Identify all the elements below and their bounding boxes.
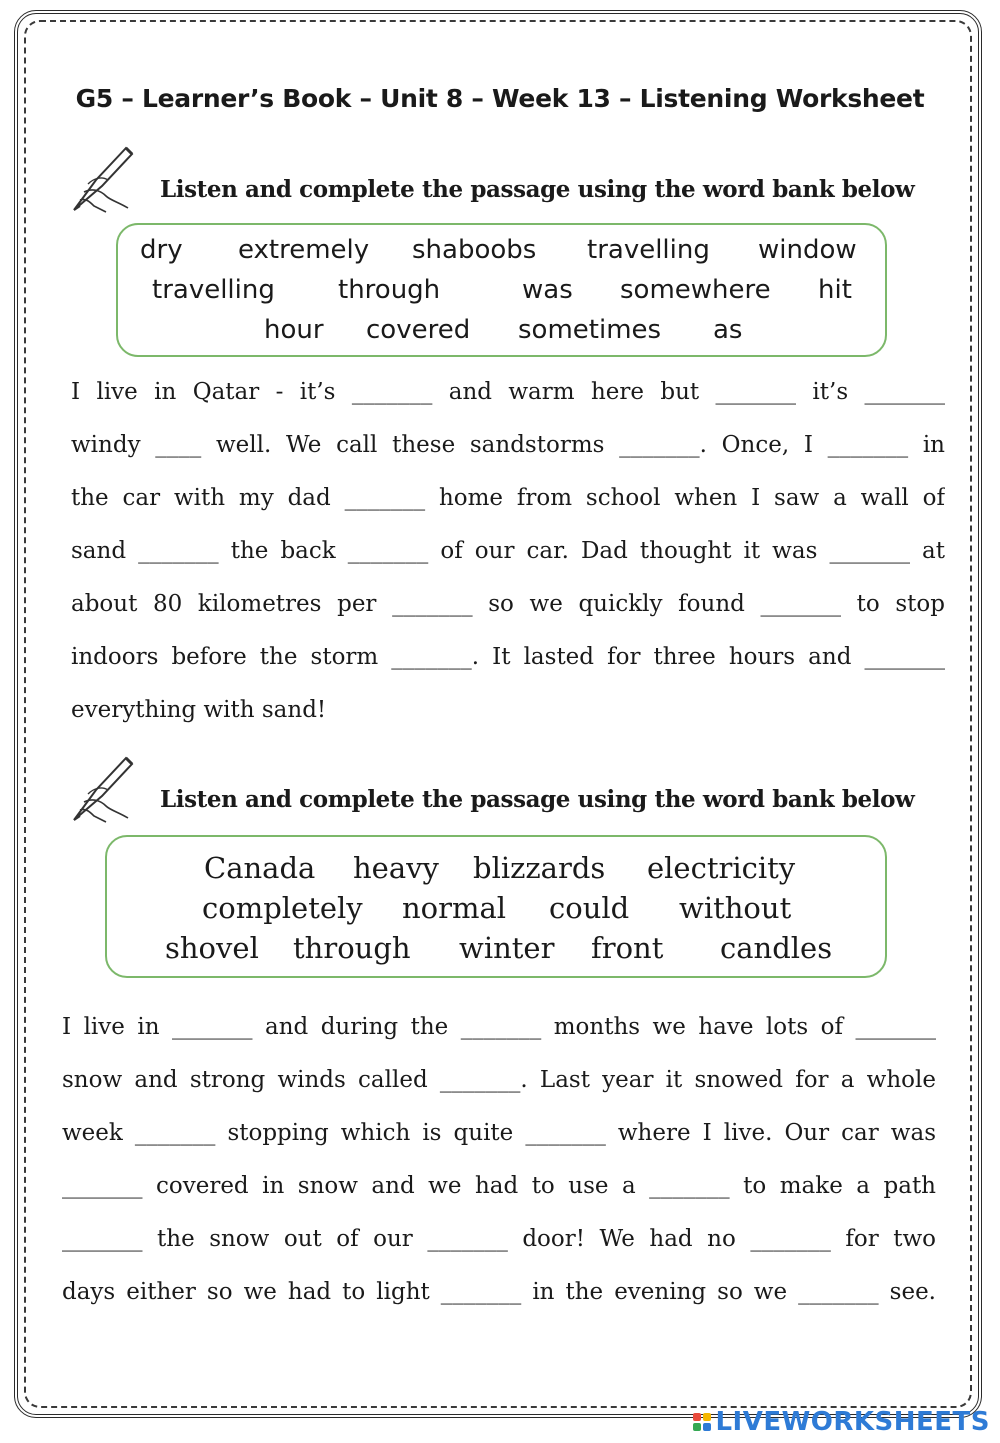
word-bank-row (107, 851, 885, 891)
word-bank-row (107, 891, 885, 931)
word-bank-item[interactable]: candles (720, 931, 833, 965)
word-bank-row (118, 315, 885, 355)
passage-line: week _______ stopping which is quite _______ where I live. Our car was (62, 1120, 936, 1146)
passage-line: days either so we had to light _______ in the evening so we _______ see. (62, 1279, 936, 1305)
word-bank-item[interactable]: normal (402, 891, 507, 925)
watermark-text: LIVEWORKSHEETS (715, 1407, 990, 1437)
passage-2 (62, 1001, 936, 1319)
word-bank-item[interactable]: without (679, 891, 792, 925)
passage-line: the car with my dad _______ home from school when I saw a wall of (71, 485, 945, 511)
word-bank-item[interactable]: completely (202, 891, 363, 925)
passage-line: indoors before the storm _______. It lasted for three hours and _______ (71, 644, 945, 670)
passage-line: sand _______ the back _______ of our car. Dad thought it was _______ at (71, 538, 945, 564)
word-bank-item[interactable]: front (591, 931, 664, 965)
word-bank-item[interactable]: shovel (165, 931, 259, 965)
word-bank-row (107, 931, 885, 971)
word-bank-item[interactable]: through (338, 275, 441, 305)
liveworksheets-logo-icon (693, 1413, 711, 1431)
word-bank-item[interactable]: extremely (238, 235, 370, 265)
passage-line: snow and strong winds called _______. Last year it snowed for a whole (62, 1067, 936, 1093)
word-bank-item[interactable]: hit (818, 275, 852, 305)
passage-line: _______ the snow out of our _______ door! We had no _______ for two (62, 1226, 936, 1252)
word-bank-item[interactable]: somewhere (620, 275, 771, 305)
word-bank-item[interactable]: sometimes (518, 315, 662, 345)
word-bank-row (118, 235, 885, 275)
passage-1 (71, 366, 945, 737)
word-bank-item[interactable]: winter (459, 931, 555, 965)
instruction-1: Listen and complete the passage using the word bank below (160, 176, 915, 203)
passage-line: I live in _______ and during the _______ months we have lots of _______ (62, 1014, 936, 1040)
word-bank-item[interactable]: could (549, 891, 630, 925)
word-bank-item[interactable]: covered (366, 315, 471, 345)
word-bank-item[interactable]: electricity (647, 851, 796, 885)
liveworksheets-watermark (693, 1407, 990, 1437)
word-bank-item[interactable]: Canada (204, 851, 316, 885)
passage-line: everything with sand! (71, 697, 327, 723)
word-bank-item[interactable]: heavy (353, 851, 439, 885)
pencil-hand-icon (66, 140, 146, 220)
passage-line: _______ covered in snow and we had to use a _______ to make a path (62, 1173, 936, 1199)
word-bank-item[interactable]: travelling (152, 275, 275, 305)
word-bank-item[interactable]: dry (140, 235, 183, 265)
word-bank-item[interactable]: hour (264, 315, 324, 345)
word-bank-item[interactable]: as (713, 315, 743, 345)
word-bank-2 (105, 835, 887, 978)
pencil-hand-icon (66, 750, 146, 830)
passage-line: windy ____ well. We call these sandstorms _______. Once, I _______ in (71, 432, 945, 458)
instruction-2: Listen and complete the passage using the word bank below (160, 786, 915, 813)
word-bank-item[interactable]: travelling (587, 235, 710, 265)
worksheet-title: G5 – Learner’s Book – Unit 8 – Week 13 – Listening Worksheet (75, 84, 925, 113)
word-bank-item[interactable]: through (293, 931, 411, 965)
word-bank-item[interactable]: was (522, 275, 573, 305)
word-bank-row (118, 275, 885, 315)
word-bank-1 (116, 223, 887, 357)
word-bank-item[interactable]: window (758, 235, 857, 265)
word-bank-item[interactable]: shaboobs (412, 235, 537, 265)
passage-line: I live in Qatar - it’s _______ and warm here but _______ it’s _______ (71, 379, 945, 405)
passage-line: about 80 kilometres per _______ so we quickly found _______ to stop (71, 591, 945, 617)
word-bank-item[interactable]: blizzards (473, 851, 606, 885)
